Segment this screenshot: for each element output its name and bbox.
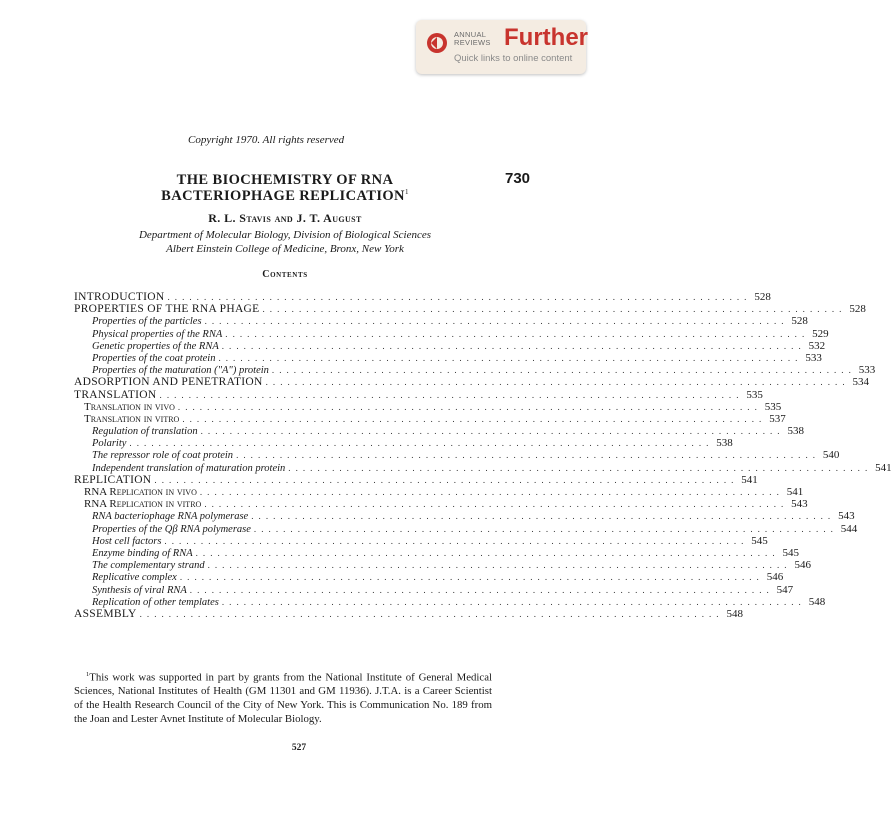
toc-entry: [74, 449, 840, 462]
toc-entry-label: RNA Replication in vivo: [84, 486, 197, 498]
toc-entry-page: 547: [776, 583, 794, 596]
toc-leader-dots: . . . . . . . . . . . . . . . . . . . . . . . . . . . . . . . . . . . . . . . . . . . . . . . . . . . . . . . . . . . . . . . . . . . . . . . . . . . . . . . .: [221, 340, 803, 351]
toc-entry-page: 529: [812, 327, 829, 340]
toc-leader-dots: . . . . . . . . . . . . . . . . . . . . . . . . . . . . . . . . . . . . . . . . . . . . . . . . . . . . . . . . . . . . . . . . . . . . . . . . . . . . . . . .: [167, 292, 748, 302]
toc-entry: [74, 595, 826, 608]
badge-subtitle[interactable]: Quick links to online content: [454, 53, 573, 64]
toc-entry: [74, 583, 794, 596]
footnote-mark: 1: [86, 671, 90, 678]
toc-leader-dots: . . . . . . . . . . . . . . . . . . . . . . . . . . . . . . . . . . . . . . . . . . . . . . . . . . . . . . . . . . . . . . . . . . . . . . . . . . . . . . . .: [189, 584, 771, 595]
toc-entry: [74, 473, 758, 486]
toc-entry: [74, 437, 733, 450]
toc-entry-label: INTRODUCTION: [74, 291, 165, 303]
toc-entry-label: Properties of the coat protein: [92, 352, 216, 364]
toc-leader-dots: . . . . . . . . . . . . . . . . . . . . . . . . . . . . . . . . . . . . . . . . . . . . . . . . . . . . . . . . . . . . . . . . . . . . . . . . . . . . . . . .: [288, 462, 869, 473]
toc-entry-label: Independent translation of maturation protein: [92, 462, 286, 474]
toc-entry: [74, 339, 826, 352]
toc-entry-label: Replicative complex: [92, 572, 177, 584]
toc-entry: [74, 498, 808, 511]
toc-entry-page: 545: [751, 534, 768, 547]
toc-entry-page: 541: [875, 461, 892, 474]
toc-leader-dots: . . . . . . . . . . . . . . . . . . . . . . . . . . . . . . . . . . . . . . . . . . . . . . . . . . . . . . . . . . . . . . . . . . . . . . . . . . . . . . . .: [195, 547, 776, 558]
toc-entry: [74, 315, 808, 328]
toc-entry-label: Polarity: [92, 438, 127, 450]
toc-leader-dots: . . . . . . . . . . . . . . . . . . . . . . . . . . . . . . . . . . . . . . . . . . . . . . . . . . . . . . . . . . . . . . . . . . . . . . . . . . . . . . . .: [271, 365, 853, 376]
toc-entry-label: Host cell factors: [92, 535, 162, 547]
copyright-notice: Copyright 1970. All rights reserved: [188, 134, 345, 146]
toc-entry-label: Properties of the particles: [92, 316, 202, 328]
toc-entry-page: 546: [794, 559, 811, 572]
toc-entry: [74, 425, 804, 438]
toc-entry-label: Genetic properties of the RNA: [92, 340, 219, 352]
toc-leader-dots: . . . . . . . . . . . . . . . . . . . . . . . . . . . . . . . . . . . . . . . . . . . . . . . . . . . . . . . . . . . . . . . . . . . . . . . . . . . . . . . .: [204, 499, 785, 510]
toc-entry-label: Physical properties of the RNA: [92, 328, 223, 340]
toc-entry: [74, 510, 855, 523]
toc-leader-dots: . . . . . . . . . . . . . . . . . . . . . . . . . . . . . . . . . . . . . . . . . . . . . . . . . . . . . . . . . . . . . . . . . . . . . . . . . . . . . . . .: [200, 426, 781, 437]
toc-entry: [74, 364, 876, 377]
toc-leader-dots: . . . . . . . . . . . . . . . . . . . . . . . . . . . . . . . . . . . . . . . . . . . . . . . . . . . . . . . . . . . . . . . . . . . . . . . . . . . . . . . .: [159, 389, 740, 400]
toc-entry: [74, 376, 869, 389]
toc-entry-label: Translation in vivo: [84, 400, 175, 413]
toc-leader-dots: . . . . . . . . . . . . . . . . . . . . . . . . . . . . . . . . . . . . . . . . . . . . . . . . . . . . . . . . . . . . . . . . . . . . . . . . . . . . . . . .: [154, 474, 735, 485]
footnote-text: This work was supported in part by grants from the National Institute of General Medical Sciences, National Institutes of Health (GM 11301 and GM 11936). J.T.A. is a Career Scientist of the Health Research Council of the City of New York. This is Communication No. 189 from the Joan and Lester Avnet Institute of Molecular Biology.: [74, 671, 492, 725]
toc-entry-page: 533: [805, 351, 822, 364]
toc-entry: [74, 303, 866, 316]
toc-entry-page: 541: [741, 473, 758, 486]
toc-entry: [74, 388, 763, 401]
toc-entry-page: 544: [840, 522, 858, 535]
toc-entry: [74, 327, 829, 340]
toc-entry-page: 546: [766, 571, 784, 584]
toc-entry: [74, 461, 892, 474]
toc-entry-page: 543: [838, 510, 855, 523]
toc-entry-page: 548: [808, 595, 826, 608]
footnote: [74, 668, 492, 726]
toc-entry-page: 538: [716, 437, 733, 450]
toc-entry: [74, 400, 782, 413]
badge-brand: [454, 31, 491, 47]
article-title-line1: THE BIOCHEMISTRY OF RNA: [176, 172, 394, 188]
toc-entry-label: The complementary strand: [92, 560, 205, 572]
toc-entry: [74, 607, 743, 620]
toc-entry: [74, 571, 784, 584]
toc-leader-dots: . . . . . . . . . . . . . . . . . . . . . . . . . . . . . . . . . . . . . . . . . . . . . . . . . . . . . . . . . . . . . . . . . . . . . . . . . . . . . . . .: [265, 377, 846, 388]
toc-entry-label: Synthesis of viral RNA: [92, 584, 187, 596]
toc-entry-label: RNA bacteriophage RNA polymerase: [92, 511, 249, 523]
toc-entry: [74, 534, 768, 547]
toc-entry-label: RNA Replication in vitro: [84, 498, 202, 511]
toc-leader-dots: . . . . . . . . . . . . . . . . . . . . . . . . . . . . . . . . . . . . . . . . . . . . . . . . . . . . . . . . . . . . . . . . . . . . . . . . . . . . . . . .: [139, 608, 720, 619]
toc-entry-label: Replication of other templates: [92, 596, 219, 608]
toc-leader-dots: . . . . . . . . . . . . . . . . . . . . . . . . . . . . . . . . . . . . . . . . . . . . . . . . . . . . . . . . . . . . . . . . . . . . . . . . . . . . . . . .: [129, 438, 710, 449]
toc-entry-page: 541: [786, 486, 804, 498]
toc-leader-dots: . . . . . . . . . . . . . . . . . . . . . . . . . . . . . . . . . . . . . . . . . . . . . . . . . . . . . . . . . . . . . . . . . . . . . . . . . . . . . . . .: [253, 523, 835, 534]
toc-entry: [74, 546, 799, 559]
toc-entry: [74, 412, 786, 425]
contents-heading: Contents: [262, 269, 308, 280]
toc-entry-label: ASSEMBLY: [74, 607, 137, 620]
toc-entry-label: ADSORPTION AND PENETRATION: [74, 376, 263, 389]
toc-entry: [74, 486, 804, 498]
badge-brand-line1: ANNUAL: [454, 30, 487, 39]
toc-leader-dots: . . . . . . . . . . . . . . . . . . . . . . . . . . . . . . . . . . . . . . . . . . . . . . . . . . . . . . . . . . . . . . . . . . . . . . . . . . . . . . . .: [236, 450, 817, 461]
toc-entry-page: 528: [791, 315, 808, 328]
annual-reviews-logo-icon: [426, 32, 448, 54]
toc-entry-page: 535: [746, 388, 763, 401]
authors: R. L. Stavis and J. T. August: [208, 211, 362, 225]
toc-leader-dots: . . . . . . . . . . . . . . . . . . . . . . . . . . . . . . . . . . . . . . . . . . . . . . . . . . . . . . . . . . . . . . . . . . . . . . . . . . . . . . . .: [221, 596, 803, 607]
toc-entry-label: Regulation of translation: [92, 426, 198, 438]
toc-entry-page: 535: [764, 400, 782, 413]
toc-entry-label: REPLICATION: [74, 473, 152, 486]
toc-leader-dots: . . . . . . . . . . . . . . . . . . . . . . . . . . . . . . . . . . . . . . . . . . . . . . . . . . . . . . . . . . . . . . . . . . . . . . . . . . . . . . . .: [204, 316, 785, 327]
badge-word[interactable]: Further: [504, 24, 588, 51]
table-of-contents: [74, 291, 892, 620]
toc-entry-label: Translation in vitro: [84, 412, 180, 425]
toc-entry-page: 532: [808, 339, 826, 352]
toc-leader-dots: . . . . . . . . . . . . . . . . . . . . . . . . . . . . . . . . . . . . . . . . . . . . . . . . . . . . . . . . . . . . . . . . . . . . . . . . . . . . . . . .: [179, 572, 761, 583]
toc-leader-dots: . . . . . . . . . . . . . . . . . . . . . . . . . . . . . . . . . . . . . . . . . . . . . . . . . . . . . . . . . . . . . . . . . . . . . . . . . . . . . . . .: [199, 487, 781, 497]
toc-entry-page: 548: [726, 607, 743, 620]
toc-entry-page: 534: [852, 376, 869, 389]
header-page-number: 730: [505, 170, 531, 187]
toc-entry: [74, 559, 811, 572]
toc-leader-dots: . . . . . . . . . . . . . . . . . . . . . . . . . . . . . . . . . . . . . . . . . . . . . . . . . . . . . . . . . . . . . . . . . . . . . . . . . . . . . . . .: [262, 304, 843, 315]
footer-page-number: 527: [291, 743, 307, 753]
toc-entry-page: 540: [822, 449, 840, 462]
toc-leader-dots: . . . . . . . . . . . . . . . . . . . . . . . . . . . . . . . . . . . . . . . . . . . . . . . . . . . . . . . . . . . . . . . . . . . . . . . . . . . . . . . .: [207, 560, 788, 571]
article-title-line2-text: BACTERIOPHAGE REPLICATION: [161, 188, 405, 204]
toc-entry-page: 538: [787, 425, 804, 438]
toc-entry-page: 543: [791, 498, 808, 511]
toc-entry-label: TRANSLATION: [74, 388, 157, 401]
toc-leader-dots: . . . . . . . . . . . . . . . . . . . . . . . . . . . . . . . . . . . . . . . . . . . . . . . . . . . . . . . . . . . . . . . . . . . . . . . . . . . . . . . .: [251, 511, 832, 522]
further-badge[interactable]: [416, 20, 586, 74]
toc-leader-dots: . . . . . . . . . . . . . . . . . . . . . . . . . . . . . . . . . . . . . . . . . . . . . . . . . . . . . . . . . . . . . . . . . . . . . . . . . . . . . . . .: [164, 535, 745, 546]
toc-leader-dots: . . . . . . . . . . . . . . . . . . . . . . . . . . . . . . . . . . . . . . . . . . . . . . . . . . . . . . . . . . . . . . . . . . . . . . . . . . . . . . . .: [218, 352, 799, 363]
toc-entry: [74, 351, 822, 364]
title-footnote-mark: 1: [404, 188, 409, 197]
toc-entry: [74, 522, 858, 535]
toc-entry-label: Properties of the maturation ("A") protein: [92, 365, 269, 377]
toc-leader-dots: . . . . . . . . . . . . . . . . . . . . . . . . . . . . . . . . . . . . . . . . . . . . . . . . . . . . . . . . . . . . . . . . . . . . . . . . . . . . . . . .: [225, 328, 806, 339]
toc-entry-page: 528: [754, 291, 771, 303]
toc-entry-page: 545: [782, 546, 799, 559]
badge-brand-line2: REVIEWS: [454, 38, 491, 47]
toc-leader-dots: . . . . . . . . . . . . . . . . . . . . . . . . . . . . . . . . . . . . . . . . . . . . . . . . . . . . . . . . . . . . . . . . . . . . . . . . . . . . . . . .: [177, 401, 759, 412]
toc-entry: [74, 291, 771, 303]
affiliation-line1: Department of Molecular Biology, Division of Biological Sciences: [138, 229, 432, 241]
toc-entry-label: Enzyme binding of RNA: [92, 547, 193, 559]
toc-entry-label: The repressor role of coat protein: [92, 450, 234, 462]
toc-entry-page: 537: [769, 412, 786, 425]
toc-entry-page: 528: [849, 303, 866, 316]
toc-entry-page: 533: [858, 364, 876, 377]
toc-entry-label: PROPERTIES OF THE RNA PHAGE: [74, 303, 260, 316]
affiliation-line2: Albert Einstein College of Medicine, Bronx, New York: [166, 243, 404, 255]
toc-leader-dots: . . . . . . . . . . . . . . . . . . . . . . . . . . . . . . . . . . . . . . . . . . . . . . . . . . . . . . . . . . . . . . . . . . . . . . . . . . . . . . . .: [182, 413, 763, 424]
toc-entry-label: Properties of the Qβ RNA polymerase: [92, 523, 251, 535]
article-title-line2: [120, 188, 450, 205]
